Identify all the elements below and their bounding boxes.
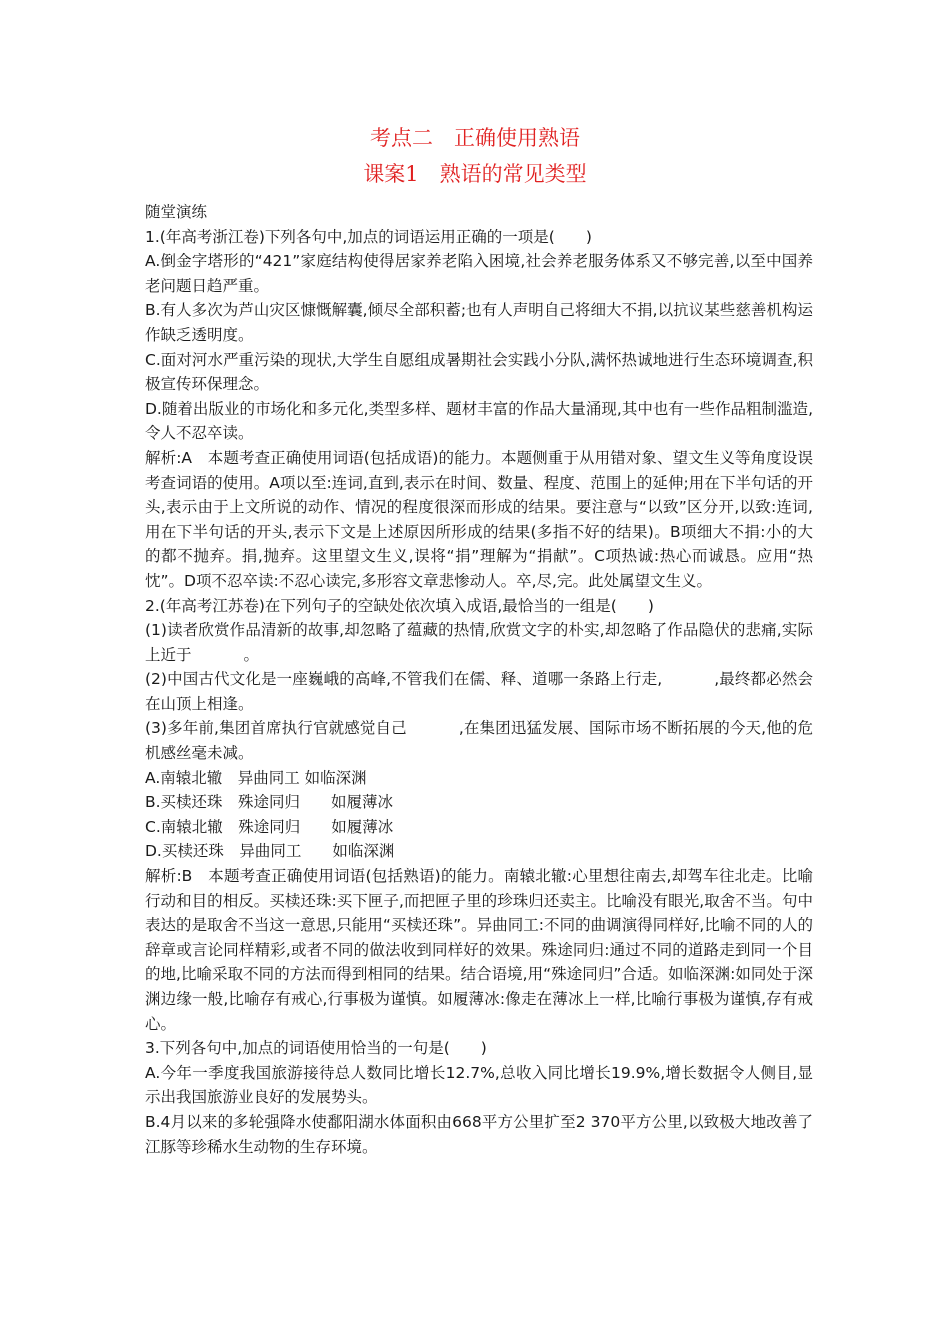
q2-option-d: D.买椟还珠 异曲同工 如临深渊: [145, 842, 395, 861]
q2-option-c: C.南辕北辙 殊途同归 如履薄冰: [145, 817, 394, 836]
q2-s2-text-a: (2)中国古代文化是一座巍峨的高峰,不管我们在儒、释、道哪一条路上行走,: [145, 670, 663, 689]
q2-s2-text-b: ,最终都必然会在山顶上相逢。: [145, 670, 813, 713]
q1-option-c: C.面对河水严重污染的现状,大学生自愿组成暑期社会实践小分队,满怀热诚地进行生态环境调查,积极宣传环保理念。: [145, 350, 813, 394]
q3-option-a: A.今年一季度我国旅游接待总人数同比增长12.7%,总收入同比增长19.9%,增长数据令人侧目,显示出我国旅游业良好的发展势头。: [145, 1063, 813, 1107]
document-body: [145, 200, 813, 1159]
q2-sentence-3: [145, 716, 813, 765]
page-subtitle: 课案1 熟语的常见类型: [363, 162, 587, 186]
q2-sentence-2: [145, 667, 813, 716]
q2-analysis: 解析:B 本题考查正确使用词语(包括熟语)的能力。南辕北辙:心里想往南去,却驾车往北走。比喻行动和目的相反。买椟还珠:买下匣子,而把匣子里的珍珠归还卖主。比喻没有眼光,取舍不当。句中表达的是取舍不当这一意思,只能用“买椟还珠”。异曲同工:不同的曲调演得同样好,比喻不同的人的辞章或言论同样精彩,或者不同的做法收到同样好的效果。殊途同归:通过不同的道路走到同一个目的地,比喻采取不同的方法而得到相同的结果。结合语境,用“殊途同归”合适。如临深渊:如同处于深渊边缘一般,比喻存有戒心,行事极为谨慎。如履薄冰:像走在薄冰上一样,比喻行事极为谨慎,存有戒心。: [145, 867, 813, 1033]
q2-s1-text-b: 。: [243, 645, 260, 664]
q2-sentence-1: [145, 618, 813, 667]
q2-s3-text-b: ,在集团迅猛发展、国际市场不断拓展的今天,他的危机感丝毫未减。: [145, 719, 813, 763]
q2-option-b: B.买椟还珠 殊途同归 如履薄冰: [145, 793, 394, 812]
q3-stem: 3.下列各句中,加点的词语使用恰当的一句是( ): [145, 1039, 487, 1058]
q1-option-d: D.随着出版业的市场化和多元化,类型多样、题材丰富的作品大量涌现,其中也有一些作品粗制滥造,令人不忍卒读。: [145, 399, 813, 443]
q1-option-b: B.有人多次为芦山灾区慷慨解囊,倾尽全部积蓄;也有人声明自己将细大不捐,以抗议某些慈善机构运作缺乏透明度。: [145, 301, 813, 344]
q2-s3-text-a: (3)多年前,集团首席执行官就感觉自己: [145, 719, 407, 738]
q2-s1-text-a: (1)读者欣赏作品清新的故事,却忽略了蕴藏的热情,欣赏文字的朴实,却忽略了作品隐伏的悲痛,实际上近于: [145, 621, 813, 664]
section-heading: 随堂演练: [145, 203, 208, 221]
q3-option-b: B.4月以来的多轮强降水使鄱阳湖水体面积由668平方公里扩至2 370平方公里,以致极大地改善了江豚等珍稀水生动物的生存环境。: [145, 1112, 813, 1156]
q1-option-a: A.倒金字塔形的“421”家庭结构使得居家养老陷入困境,社会养老服务体系又不够完善,以至中国养老问题日趋严重。: [145, 252, 813, 295]
q2-stem: 2.(年高考江苏卷)在下列句子的空缺处依次填入成语,最恰当的一组是( ): [145, 596, 654, 615]
q2-option-a: A.南辕北辙 异曲同工 如临深渊: [145, 768, 367, 787]
page-title: 考点二 正确使用熟语: [370, 126, 580, 150]
q1-analysis: 解析:A 本题考查正确使用词语(包括成语)的能力。本题侧重于从用错对象、望文生义等角度设误考查词语的使用。A项以至:连词,直到,表示在时间、数量、程度、范围上的延伸;用在下半句话的开头,表示由于上文所说的动作、情况的程度很深而形成的结果。要注意与“以致”区分开,以致:连词,用在下半句话的开头,表示下文是上述原因所形成的结果(多指不好的结果)。B项细大不捐:小的大的都不抛弃。捐,抛弃。这里望文生义,误将“捐”理解为“捐献”。C项热诚:热心而诚恳。应用“热忱”。D项不忍卒读:不忍心读完,多形容文章悲惨动人。卒,尽,完。此处属望文生义。: [145, 448, 813, 590]
q1-stem: 1.(年高考浙江卷)下列各句中,加点的词语运用正确的一项是( ): [145, 227, 592, 246]
